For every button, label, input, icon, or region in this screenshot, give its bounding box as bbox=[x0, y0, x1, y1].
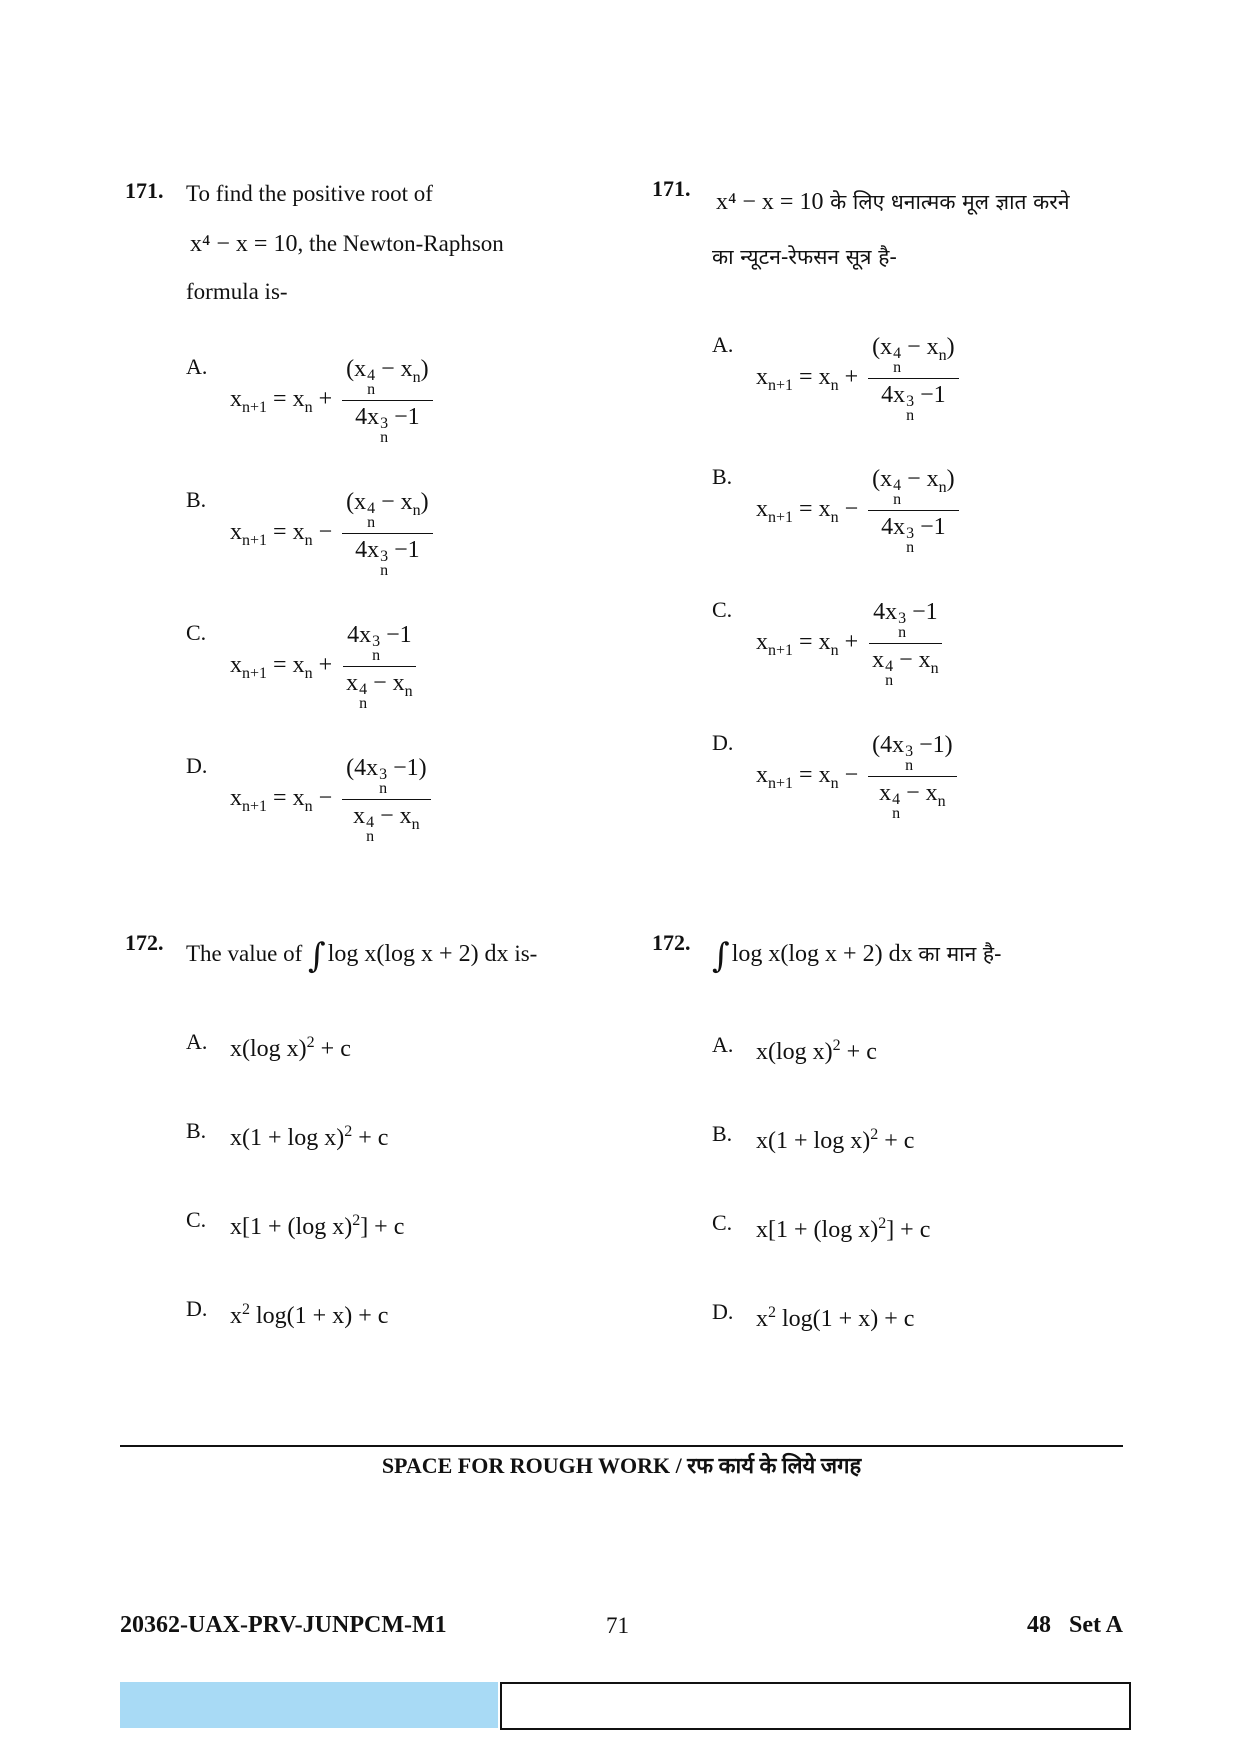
q172-option-d-label-en: D. bbox=[186, 1296, 208, 1321]
q171-option-d-formula-hi: $x_{n+1} = x_n$ − (4x 3 n −1) x 4 n − $x_n$ bbox=[756, 732, 961, 821]
q172-option-c-label-en: C. bbox=[186, 1207, 207, 1232]
q172-integrand-hi: log x(log x + 2) dx bbox=[731, 941, 913, 967]
q171-equation-en: x⁴ − x = 10 bbox=[190, 231, 298, 257]
q171-equation-hi: x⁴ − x = 10 bbox=[716, 189, 824, 215]
q172-option-b-formula-en: $x(1 + \log x)^2 + c$ bbox=[230, 1123, 389, 1151]
q171-option-c-label-hi: C. bbox=[712, 597, 733, 622]
q171-text-line1-hi-rest: के लिए धनात्मक मूल ज्ञात करने bbox=[823, 190, 1070, 214]
q171-option-b-label-en: B. bbox=[186, 487, 207, 512]
q172-option-a-label-hi: A. bbox=[712, 1032, 734, 1057]
q172-option-c-formula-hi: x[1 + (log x)$^2$] + c bbox=[756, 1215, 931, 1243]
q172-suffix-en: is- bbox=[514, 941, 538, 966]
q171-option-d-formula-en: $x_{n+1} = x_n$ − (4x 3 n −1) x 4 n − $x_n$ bbox=[230, 755, 435, 844]
q171-text-line2-hi: का न्यूटन-रेफसन सूत्र है- bbox=[712, 245, 897, 269]
q171-option-c-formula-hi: $x_{n+1} = x_n$ + 4x 3 n −1 x 4 n − $x_n$ bbox=[756, 599, 947, 688]
rough-work-heading: SPACE FOR ROUGH WORK / रफ कार्य के लिये जगह bbox=[381, 1453, 862, 1478]
q171-option-b-formula-en: $x_{n+1} = x_n$ − (x 4 n − $x_n$) 4x 3 n −1 bbox=[230, 489, 437, 578]
q172-option-a-label-en: A. bbox=[186, 1029, 208, 1054]
q172-option-b-formula-hi: $x(1 + \log x)^2 + c$ bbox=[756, 1126, 915, 1154]
q172-option-a-formula-en: x(log x)$^2$ + c bbox=[230, 1034, 351, 1062]
q171-text-line1-hi bbox=[716, 188, 1070, 217]
q171-option-a-label-en: A. bbox=[186, 354, 208, 379]
q172-prefix-en: The value of bbox=[186, 941, 303, 966]
q172-number-en: 172. bbox=[125, 930, 164, 955]
q172-option-d-formula-en: $x^2$ log(1 + x) + c bbox=[230, 1301, 389, 1329]
q171-option-b-formula-hi: $x_{n+1} = x_n$ − (x 4 n − $x_n$) 4x 3 n −1 bbox=[756, 466, 963, 555]
q171-text-line2-en bbox=[190, 230, 504, 259]
footer-code: 20362-UAX-PRV-JUNPCM-M1 bbox=[120, 1612, 447, 1638]
q172-option-c-label-hi: C. bbox=[712, 1210, 733, 1235]
q171-number-en: 171. bbox=[125, 178, 164, 203]
q171-option-b-label-hi: B. bbox=[712, 464, 733, 489]
q172-option-c-formula-en: x[1 + (log x)$^2$] + c bbox=[230, 1212, 405, 1240]
q172-suffix-hi: का मान है- bbox=[918, 942, 1002, 966]
q172-text-en bbox=[186, 936, 537, 977]
q171-option-a-label-hi: A. bbox=[712, 332, 734, 357]
q171-option-a-formula-hi: $x_{n+1} = x_n$ + (x 4 n − $x_n$) 4x 3 n −1 bbox=[756, 334, 963, 423]
page-number: 71 bbox=[606, 1613, 629, 1638]
q172-option-b-label-en: B. bbox=[186, 1118, 207, 1143]
q171-option-c-label-en: C. bbox=[186, 620, 207, 645]
rough-work-divider bbox=[120, 1445, 1123, 1447]
q172-option-a-formula-hi: x(log x)$^2$ + c bbox=[756, 1037, 877, 1065]
q172-number-hi: 172. bbox=[652, 930, 691, 955]
q172-option-b-label-hi: B. bbox=[712, 1121, 733, 1146]
q171-text-line3-en: formula is- bbox=[186, 279, 288, 304]
q172-text-hi bbox=[712, 936, 1002, 977]
q172-integrand-en: log x(log x + 2) dx bbox=[327, 941, 509, 967]
footer-color-bar bbox=[120, 1682, 498, 1728]
q171-option-c-formula-en: $x_{n+1} = x_n$ + 4x 3 n −1 x 4 n − $x_n$ bbox=[230, 622, 421, 711]
integral-sign-en: ∫ bbox=[307, 936, 326, 976]
q171-option-d-label-hi: D. bbox=[712, 730, 734, 755]
set-label: 48 Set A bbox=[1027, 1612, 1123, 1638]
q171-text-line1-en: To find the positive root of bbox=[186, 181, 433, 206]
q171-text-line2-rest: , the Newton-Raphson bbox=[297, 231, 504, 256]
integral-sign-hi: ∫ bbox=[712, 936, 730, 976]
footer-empty-box bbox=[500, 1682, 1131, 1730]
q172-option-d-formula-hi: $x^2$ log(1 + x) + c bbox=[756, 1304, 915, 1332]
q171-option-d-label-en: D. bbox=[186, 753, 208, 778]
q171-number-hi: 171. bbox=[652, 176, 691, 201]
q171-option-a-formula-en: $x_{n+1} = x_n$ + (x 4 n − $x_n$) 4x 3 n −1 bbox=[230, 356, 437, 445]
q172-option-d-label-hi: D. bbox=[712, 1299, 734, 1324]
